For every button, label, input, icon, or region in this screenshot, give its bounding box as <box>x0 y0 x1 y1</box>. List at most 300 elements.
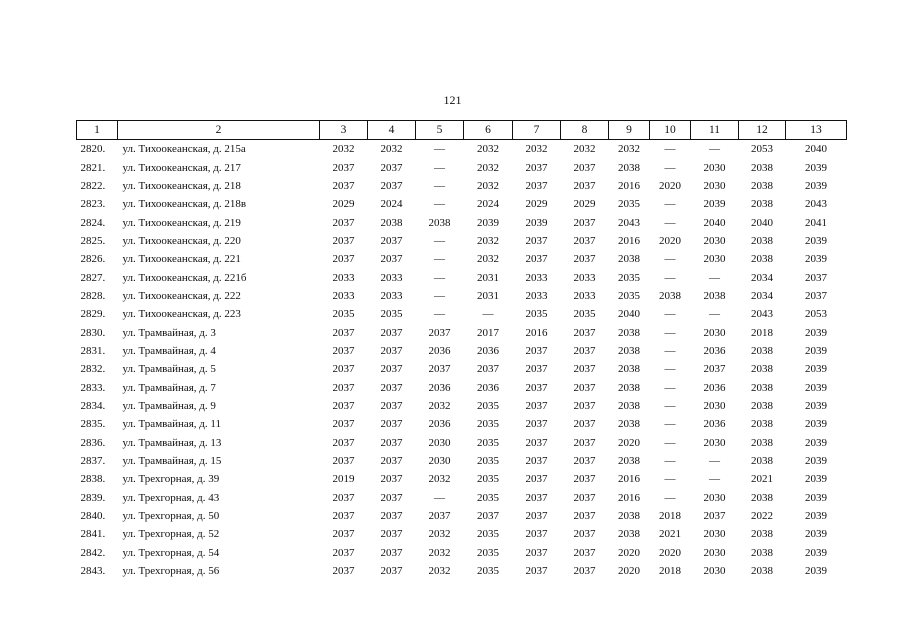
value-cell: 2021 <box>751 473 773 486</box>
value-cell: 2037 <box>477 363 499 376</box>
value-cell: 2039 <box>525 216 548 229</box>
value-cell: 2035 <box>477 546 499 559</box>
value-cell: 2040 <box>751 216 773 229</box>
value-cell: 2032 <box>380 143 403 156</box>
value-cell: — <box>664 344 676 357</box>
value-cell: 2029 <box>332 198 355 211</box>
table-row <box>77 452 847 470</box>
value-cell: 2032 <box>428 565 451 578</box>
value-cell: 2037 <box>573 546 596 559</box>
value-cell: 2035 <box>477 455 499 468</box>
address-cell: ул. Тихоокеанская, д. 221б <box>122 271 247 284</box>
column-header: 8 <box>561 121 609 140</box>
value-cell: 2030 <box>703 326 726 339</box>
value-cell: 2017 <box>477 326 499 339</box>
value-cell: 2035 <box>380 308 403 321</box>
value-cell: 2037 <box>573 565 596 578</box>
value-cell: 2038 <box>618 344 640 357</box>
value-cell: 2037 <box>703 363 726 376</box>
value-cell: 2032 <box>332 143 355 156</box>
value-cell: 2039 <box>805 399 827 412</box>
value-cell: 2053 <box>805 308 827 321</box>
column-header: 6 <box>464 121 513 140</box>
row-number: 2836. <box>80 436 106 449</box>
value-cell: 2037 <box>525 253 548 266</box>
value-cell: 2037 <box>332 455 355 468</box>
value-cell: 2032 <box>477 234 499 247</box>
value-cell: 2037 <box>332 344 355 357</box>
value-cell: 2037 <box>573 399 596 412</box>
value-cell: — <box>664 418 676 431</box>
value-cell: 2037 <box>573 473 596 486</box>
value-cell: 2016 <box>618 491 640 504</box>
value-cell: 2037 <box>525 565 548 578</box>
value-cell: 2043 <box>805 198 827 211</box>
value-cell: 2031 <box>477 271 499 284</box>
address-cell: ул. Трехгорная, д. 43 <box>122 491 220 504</box>
value-cell: 2035 <box>618 198 640 211</box>
value-cell: 2037 <box>573 510 596 523</box>
value-cell: 2038 <box>751 363 773 376</box>
value-cell: 2035 <box>573 308 596 321</box>
value-cell: 2019 <box>332 473 355 486</box>
row-number: 2833. <box>80 381 106 394</box>
column-header: 7 <box>513 121 561 140</box>
row-number: 2828. <box>80 289 106 302</box>
value-cell: 2038 <box>618 510 640 523</box>
value-cell: 2038 <box>751 161 773 174</box>
row-number: 2820. <box>80 143 106 156</box>
value-cell: 2039 <box>805 565 827 578</box>
value-cell: 2024 <box>380 198 403 211</box>
value-cell: 2037 <box>380 363 403 376</box>
value-cell: 2036 <box>477 381 499 394</box>
address-cell: ул. Тихоокеанская, д. 221 <box>122 253 241 266</box>
row-number: 2830. <box>80 326 106 339</box>
page-number: 121 <box>443 93 462 107</box>
value-cell: 2034 <box>751 289 773 302</box>
table-row <box>77 397 847 415</box>
row-number: 2841. <box>80 528 106 541</box>
value-cell: 2039 <box>805 381 827 394</box>
value-cell: 2037 <box>573 344 596 357</box>
value-cell: 2037 <box>525 528 548 541</box>
value-cell: 2037 <box>573 161 596 174</box>
value-cell: 2037 <box>573 381 596 394</box>
address-cell: ул. Тихоокеанская, д. 218 <box>122 179 241 192</box>
value-cell: 2037 <box>332 363 355 376</box>
row-number: 2840. <box>80 510 106 523</box>
value-cell: 2033 <box>573 271 596 284</box>
value-cell: 2040 <box>618 308 640 321</box>
value-cell: — <box>434 179 445 192</box>
value-cell: 2030 <box>703 528 726 541</box>
address-cell: ул. Тихоокеанская, д. 220 <box>122 234 241 247</box>
table-row <box>77 158 847 176</box>
value-cell: 2038 <box>428 216 451 229</box>
value-cell: 2018 <box>659 510 681 523</box>
value-cell: 2038 <box>618 418 640 431</box>
table-row <box>77 378 847 396</box>
value-cell: 2037 <box>380 565 403 578</box>
row-number: 2839. <box>80 491 106 504</box>
table-row <box>77 470 847 488</box>
schedule-table <box>76 120 847 580</box>
address-cell: ул. Трехгорная, д. 39 <box>122 473 220 486</box>
value-cell: 2020 <box>618 436 640 449</box>
value-cell: — <box>664 473 676 486</box>
value-cell: 2039 <box>805 326 827 339</box>
value-cell: 2029 <box>525 198 548 211</box>
value-cell: 2038 <box>751 491 773 504</box>
value-cell: 2037 <box>380 455 403 468</box>
address-cell: ул. Трехгорная, д. 54 <box>122 546 220 559</box>
table-row <box>77 415 847 433</box>
value-cell: 2037 <box>525 381 548 394</box>
value-cell: 2035 <box>332 308 355 321</box>
column-header: 9 <box>609 121 650 140</box>
value-cell: 2037 <box>380 344 403 357</box>
value-cell: 2036 <box>428 381 451 394</box>
value-cell: 2037 <box>805 271 827 284</box>
column-header: 5 <box>416 121 464 140</box>
value-cell: 2037 <box>380 491 403 504</box>
value-cell: 2037 <box>525 363 548 376</box>
value-cell: 2035 <box>477 436 499 449</box>
value-cell: 2039 <box>805 179 827 192</box>
value-cell: 2030 <box>703 546 726 559</box>
address-cell: ул. Тихоокеанская, д. 215а <box>122 143 246 156</box>
value-cell: — <box>664 271 676 284</box>
table-row <box>77 140 847 159</box>
value-cell: 2035 <box>618 289 640 302</box>
address-cell: ул. Трехгорная, д. 56 <box>122 565 220 578</box>
value-cell: 2038 <box>618 161 640 174</box>
value-cell: 2038 <box>618 381 640 394</box>
value-cell: 2038 <box>751 399 773 412</box>
value-cell: 2018 <box>659 565 681 578</box>
value-cell: 2037 <box>428 510 451 523</box>
value-cell: 2037 <box>573 455 596 468</box>
row-number: 2843. <box>80 565 106 578</box>
value-cell: 2043 <box>618 216 640 229</box>
value-cell: 2037 <box>525 234 548 247</box>
value-cell: 2037 <box>332 253 355 266</box>
value-cell: 2038 <box>380 216 403 229</box>
value-cell: 2036 <box>428 418 451 431</box>
value-cell: 2030 <box>703 565 726 578</box>
column-header: 2 <box>118 121 320 140</box>
value-cell: 2022 <box>751 510 773 523</box>
value-cell: 2037 <box>332 418 355 431</box>
row-number: 2821. <box>80 161 106 174</box>
table-row <box>77 195 847 213</box>
value-cell: 2037 <box>573 491 596 504</box>
column-header: 13 <box>786 121 847 140</box>
value-cell: 2039 <box>805 418 827 431</box>
row-number: 2826. <box>80 253 106 266</box>
row-number: 2823. <box>80 198 106 211</box>
column-header: 10 <box>650 121 691 140</box>
value-cell: 2037 <box>573 253 596 266</box>
value-cell: 2038 <box>751 528 773 541</box>
table-row <box>77 360 847 378</box>
address-cell: ул. Тихоокеанская, д. 218в <box>122 198 247 211</box>
address-cell: ул. Трамвайная, д. 7 <box>122 381 216 394</box>
address-cell: ул. Трехгорная, д. 50 <box>122 510 220 523</box>
value-cell: 2039 <box>805 455 827 468</box>
value-cell: 2035 <box>477 418 499 431</box>
value-cell: 2032 <box>573 143 596 156</box>
value-cell: 2037 <box>332 399 355 412</box>
row-number: 2842. <box>80 546 106 559</box>
row-number: 2831. <box>80 344 106 357</box>
value-cell: 2037 <box>525 436 548 449</box>
value-cell: 2037 <box>380 326 403 339</box>
value-cell: 2037 <box>525 161 548 174</box>
address-cell: ул. Тихоокеанская, д. 222 <box>122 289 241 302</box>
value-cell: 2016 <box>618 234 640 247</box>
value-cell: 2039 <box>805 546 827 559</box>
value-cell: 2032 <box>477 253 499 266</box>
value-cell: — <box>664 363 676 376</box>
value-cell: 2035 <box>618 271 640 284</box>
value-cell: — <box>434 308 445 321</box>
column-header: 3 <box>320 121 368 140</box>
value-cell: 2033 <box>525 271 548 284</box>
address-cell: ул. Трамвайная, д. 11 <box>122 418 221 431</box>
value-cell: 2037 <box>332 565 355 578</box>
value-cell: 2037 <box>380 510 403 523</box>
address-cell: ул. Тихоокеанская, д. 219 <box>122 216 241 229</box>
value-cell: 2030 <box>703 234 726 247</box>
row-number: 2838. <box>80 473 106 486</box>
value-cell: 2036 <box>703 381 726 394</box>
value-cell: 2039 <box>805 436 827 449</box>
value-cell: 2037 <box>525 455 548 468</box>
value-cell: 2035 <box>477 565 499 578</box>
value-cell: — <box>664 216 676 229</box>
table-row <box>77 232 847 250</box>
table-row <box>77 489 847 507</box>
value-cell: 2037 <box>332 326 355 339</box>
value-cell: 2038 <box>751 436 773 449</box>
value-cell: 2030 <box>703 399 726 412</box>
value-cell: 2053 <box>751 143 773 156</box>
value-cell: 2037 <box>525 399 548 412</box>
value-cell: 2037 <box>525 546 548 559</box>
row-number: 2835. <box>80 418 106 431</box>
table-row <box>77 544 847 562</box>
value-cell: — <box>434 234 445 247</box>
value-cell: — <box>709 143 720 156</box>
value-cell: — <box>664 455 676 468</box>
value-cell: 2037 <box>380 399 403 412</box>
table-row <box>77 268 847 286</box>
value-cell: 2038 <box>618 455 640 468</box>
table-row <box>77 177 847 195</box>
value-cell: 2032 <box>477 179 499 192</box>
value-cell: 2034 <box>751 271 773 284</box>
value-cell: 2037 <box>525 510 548 523</box>
address-cell: ул. Тихоокеанская, д. 217 <box>122 161 241 174</box>
value-cell: — <box>664 436 676 449</box>
table-row <box>77 250 847 268</box>
value-cell: 2033 <box>332 271 355 284</box>
value-cell: 2038 <box>751 455 773 468</box>
table-row <box>77 342 847 360</box>
value-cell: 2032 <box>618 143 640 156</box>
address-cell: ул. Тихоокеанская, д. 223 <box>122 308 241 321</box>
value-cell: 2037 <box>428 326 451 339</box>
value-cell: 2037 <box>805 289 827 302</box>
value-cell: 2037 <box>332 546 355 559</box>
value-cell: — <box>664 198 676 211</box>
value-cell: 2037 <box>573 234 596 247</box>
value-cell: 2040 <box>703 216 726 229</box>
value-cell: 2020 <box>618 565 640 578</box>
value-cell: 2031 <box>477 289 499 302</box>
value-cell: 2037 <box>332 528 355 541</box>
column-header: 1 <box>77 121 118 140</box>
value-cell: — <box>664 161 676 174</box>
value-cell: — <box>664 491 676 504</box>
value-cell: 2029 <box>573 198 596 211</box>
value-cell: 2037 <box>380 546 403 559</box>
value-cell: 2033 <box>380 289 403 302</box>
value-cell: 2020 <box>659 179 681 192</box>
value-cell: 2033 <box>573 289 596 302</box>
address-cell: ул. Трамвайная, д. 13 <box>122 436 222 449</box>
value-cell: — <box>434 143 445 156</box>
value-cell: 2036 <box>703 418 726 431</box>
value-cell: — <box>709 473 720 486</box>
value-cell: 2036 <box>428 344 451 357</box>
value-cell: 2032 <box>525 143 548 156</box>
value-cell: 2037 <box>332 234 355 247</box>
value-cell: 2039 <box>805 161 827 174</box>
table-row <box>77 562 847 580</box>
value-cell: 2020 <box>659 546 681 559</box>
address-cell: ул. Трамвайная, д. 15 <box>122 455 222 468</box>
value-cell: — <box>664 399 676 412</box>
value-cell: — <box>664 326 676 339</box>
value-cell: 2039 <box>805 528 827 541</box>
value-cell: 2037 <box>380 528 403 541</box>
value-cell: 2016 <box>618 473 640 486</box>
value-cell: 2035 <box>477 473 499 486</box>
value-cell: 2037 <box>573 528 596 541</box>
value-cell: 2036 <box>477 344 499 357</box>
address-cell: ул. Трамвайная, д. 9 <box>122 399 216 412</box>
column-header: 4 <box>368 121 416 140</box>
value-cell: 2030 <box>703 161 726 174</box>
value-cell: 2037 <box>332 179 355 192</box>
value-cell: 2038 <box>618 528 640 541</box>
row-number: 2837. <box>80 455 106 468</box>
value-cell: 2038 <box>618 363 640 376</box>
value-cell: 2037 <box>525 179 548 192</box>
value-cell: 2033 <box>525 289 548 302</box>
value-cell: 2036 <box>703 344 726 357</box>
address-cell: ул. Трамвайная, д. 3 <box>122 326 216 339</box>
value-cell: 2030 <box>703 491 726 504</box>
value-cell: 2038 <box>751 198 773 211</box>
value-cell: 2038 <box>703 289 726 302</box>
value-cell: 2037 <box>573 418 596 431</box>
value-cell: — <box>664 253 676 266</box>
value-cell: — <box>434 198 445 211</box>
value-cell: 2039 <box>805 234 827 247</box>
value-cell: 2041 <box>805 216 827 229</box>
row-number: 2829. <box>80 308 106 321</box>
row-number: 2822. <box>80 179 106 192</box>
value-cell: 2024 <box>477 198 499 211</box>
value-cell: 2038 <box>618 326 640 339</box>
value-cell: 2037 <box>573 436 596 449</box>
value-cell: 2038 <box>751 546 773 559</box>
value-cell: 2030 <box>703 253 726 266</box>
value-cell: 2037 <box>380 179 403 192</box>
value-cell: 2033 <box>380 271 403 284</box>
value-cell: 2037 <box>525 491 548 504</box>
value-cell: 2043 <box>751 308 773 321</box>
value-cell: 2038 <box>751 253 773 266</box>
row-number: 2834. <box>80 399 106 412</box>
value-cell: — <box>434 491 445 504</box>
value-cell: 2038 <box>751 418 773 431</box>
value-cell: 2037 <box>380 436 403 449</box>
header-row <box>77 121 847 140</box>
value-cell: 2037 <box>332 491 355 504</box>
value-cell: 2039 <box>805 491 827 504</box>
value-cell: 2038 <box>618 399 640 412</box>
value-cell: 2037 <box>332 510 355 523</box>
value-cell: 2037 <box>380 234 403 247</box>
value-cell: 2037 <box>332 381 355 394</box>
value-cell: — <box>709 455 720 468</box>
value-cell: 2032 <box>428 546 451 559</box>
value-cell: 2037 <box>380 381 403 394</box>
table-row <box>77 525 847 543</box>
address-cell: ул. Трамвайная, д. 4 <box>122 344 216 357</box>
table-row <box>77 434 847 452</box>
value-cell: 2035 <box>525 308 548 321</box>
value-cell: 2016 <box>525 326 548 339</box>
table-row <box>77 507 847 525</box>
value-cell: 2035 <box>477 491 499 504</box>
value-cell: — <box>434 253 445 266</box>
column-header: 12 <box>739 121 786 140</box>
value-cell: 2038 <box>751 381 773 394</box>
value-cell: 2037 <box>573 179 596 192</box>
value-cell: 2037 <box>525 418 548 431</box>
value-cell: — <box>434 271 445 284</box>
value-cell: — <box>709 271 720 284</box>
value-cell: 2037 <box>380 473 403 486</box>
value-cell: 2038 <box>659 289 681 302</box>
value-cell: 2038 <box>751 234 773 247</box>
value-cell: 2016 <box>618 179 640 192</box>
value-cell: 2037 <box>380 253 403 266</box>
value-cell: 2037 <box>573 216 596 229</box>
value-cell: 2039 <box>805 344 827 357</box>
value-cell: 2030 <box>428 436 451 449</box>
table-row <box>77 323 847 341</box>
row-number: 2827. <box>80 271 106 284</box>
value-cell: 2030 <box>428 455 451 468</box>
value-cell: 2037 <box>332 161 355 174</box>
